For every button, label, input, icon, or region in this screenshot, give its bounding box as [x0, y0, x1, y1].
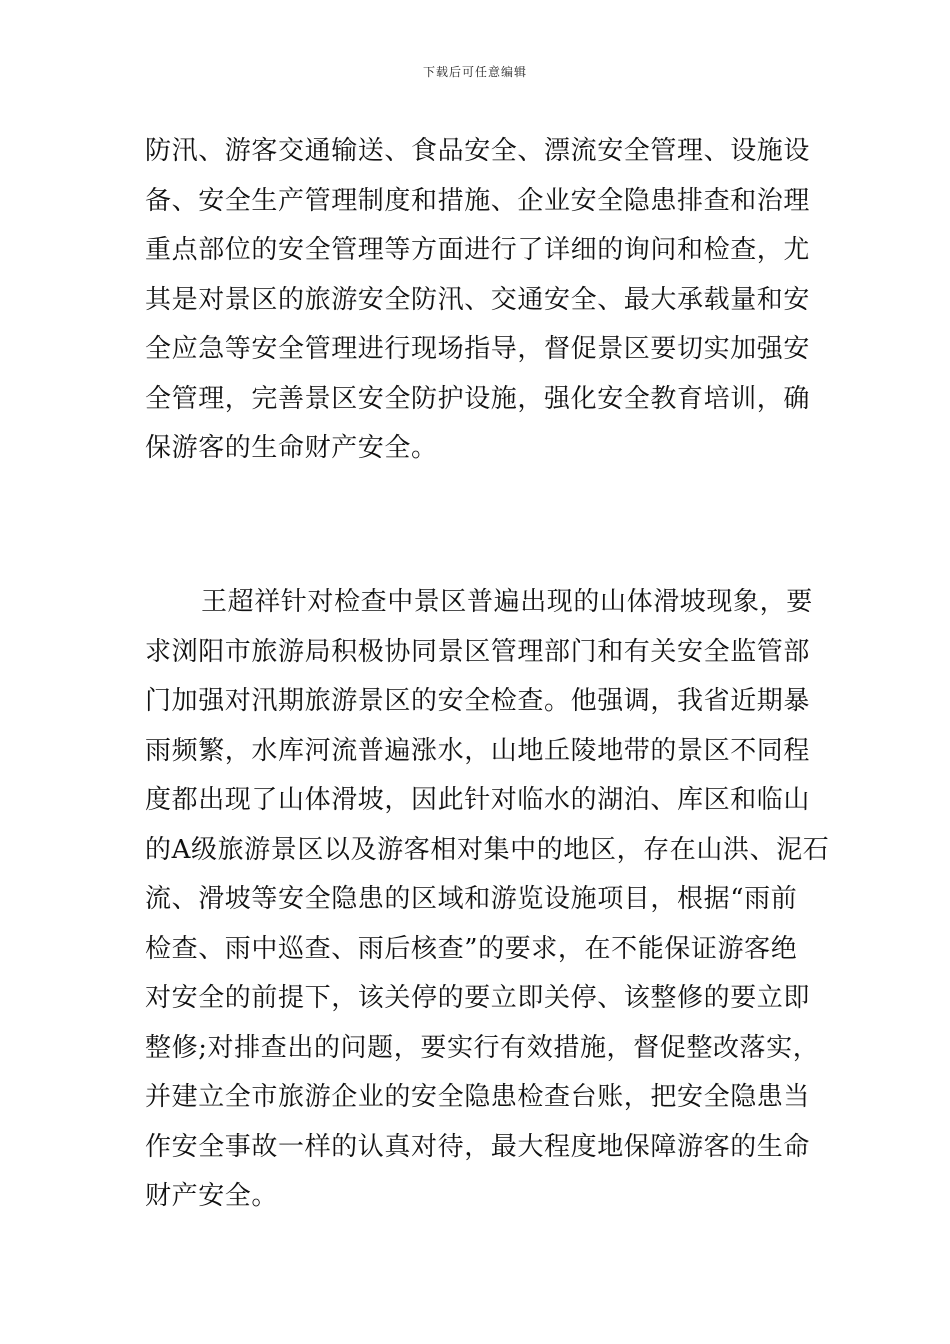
text-line: 防汛、游客交通输送、食品安全、漂流安全管理、设施设: [145, 136, 811, 166]
text-line: 其是对景区的旅游安全防汛、交通安全、最大承载量和安: [145, 284, 811, 315]
text-line: 财产安全。: [145, 1181, 279, 1211]
text-line: 王超祥针对检查中景区普遍出现的山体滑坡现象，要: [201, 587, 813, 617]
text-line: 的A级旅游景区以及游客相对集中的地区，存在山洪、泥石: [145, 834, 830, 865]
paragraph-1: [145, 127, 810, 474]
text-line: 雨频繁，水库河流普遍涨水，山地丘陵地带的景区不同程: [145, 735, 811, 766]
text-line: 整修;对排查出的问题，要实行有效措施，督促整改落实，: [145, 1032, 820, 1063]
text-line: 门加强对汛期旅游景区的安全检查。他强调，我省近期暴: [145, 686, 811, 716]
text-line: 作安全事故一样的认真对待，最大程度地保障游客的生命: [145, 1131, 811, 1162]
page-header: 下载后可任意编辑: [422, 65, 527, 79]
text-line: 流、滑坡等安全隐患的区域和游览设施项目，根据“雨前: [145, 884, 798, 914]
text-line: 并建立全市旅游企业的安全隐患检查台账，把安全隐患当: [145, 1082, 811, 1112]
text-line: 对安全的前提下，该关停的要立即关停、该整修的要立即: [145, 983, 811, 1013]
text-line: 求浏阳市旅游局积极协同景区管理部门和有关安全监管部: [145, 636, 811, 667]
text-line: 重点部位的安全管理等方面进行了详细的询问和检查，尤: [145, 235, 811, 265]
text-line: 全应急等安全管理进行现场指导，督促景区要切实加强安: [145, 334, 811, 364]
text-line: 全管理，完善景区安全防护设施，强化安全教育培训，确: [145, 383, 811, 414]
paragraph-2: [145, 578, 830, 1222]
text-line: 备、安全生产管理制度和措施、企业安全隐患排查和治理: [145, 185, 811, 216]
text-line: 保游客的生命财产安全。: [145, 433, 438, 463]
text-line: 度都出现了山体滑坡，因此针对临水的湖泊、库区和临山: [145, 785, 811, 815]
text-line: 检查、雨中巡查、雨后核查”的要求，在不能保证游客绝: [145, 933, 798, 964]
